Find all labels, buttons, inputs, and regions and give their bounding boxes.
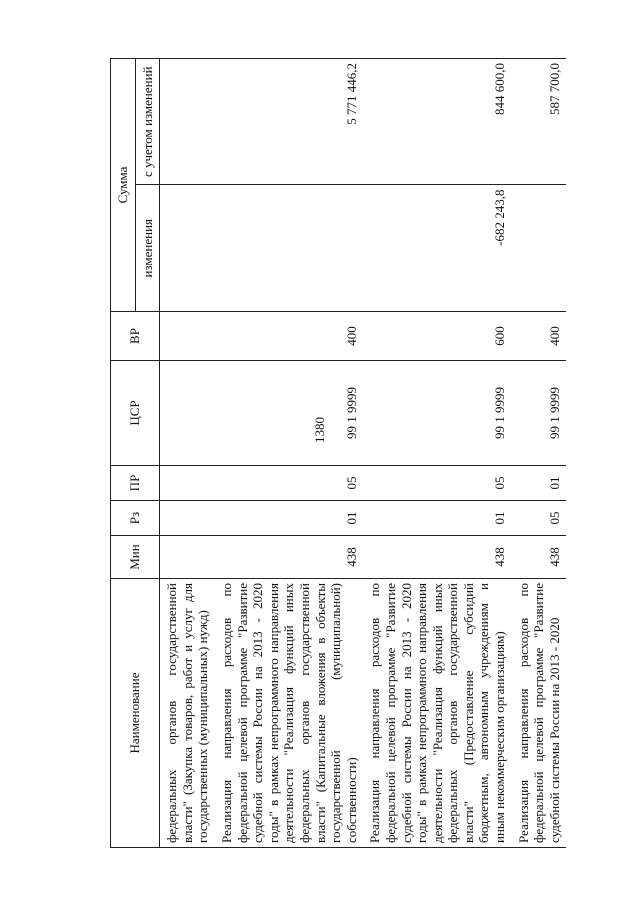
row-izm (160, 185, 215, 312)
header-csr: ЦСР (111, 360, 160, 465)
row-uch: 587 700,0 (512, 58, 567, 185)
row-pr: 01 (512, 465, 567, 500)
row-rz: 01 (215, 500, 363, 535)
row-vr: 600 (363, 311, 511, 360)
row-izm: -682 243,8 (363, 185, 511, 312)
table-row (512, 58, 567, 847)
document-page (110, 58, 580, 848)
header-vr: ВР (111, 311, 160, 360)
row-uch: 844 600,0 (363, 58, 511, 185)
row-min: 438 (512, 535, 567, 578)
row-min: 438 (363, 535, 511, 578)
row-csr: 99 1 9999 (363, 360, 511, 465)
header-min: Мин (111, 535, 160, 578)
row-vr: 400 (215, 311, 363, 360)
row-pr: 05 (363, 465, 511, 500)
budget-table (110, 58, 566, 848)
row-rz (160, 500, 215, 535)
row-min (160, 535, 215, 578)
row-uch: 5 771 446,2 (215, 58, 363, 185)
row-csr: 99 1 9999 (512, 360, 567, 465)
row-vr (160, 311, 215, 360)
row-vr: 400 (512, 311, 567, 360)
row-name: Реализация направления расходов по федеральной целевой программе "Развитие судебной системы России на 2013 - 2020 годы" в рамках непрограммного направления деятельности "Реализация функций иных федеральных органов государственной власти" (Капитальные вложения в объекты государственной (муниципальной) собственности) (215, 578, 363, 847)
header-izm: изменения (135, 185, 160, 312)
header-pr: ПР (111, 465, 160, 500)
row-pr (160, 465, 215, 500)
header-sum: Сумма (111, 58, 136, 311)
page-number: 1380 (312, 417, 327, 443)
row-uch (160, 58, 215, 185)
row-izm (512, 185, 567, 312)
table-row (160, 58, 215, 847)
row-rz: 05 (512, 500, 567, 535)
table-row (363, 58, 511, 847)
row-name: Реализация направления расходов по федеральной целевой программе "Развитие судебной системы России на 2013 - 2020 годы" в рамках непрограммного направления деятельности "Реализация функций иных федеральных органов государственной власти" (Предоставление субсидий бюджетным, автономным учреждениям и иным некоммерческим организациям) (363, 578, 511, 847)
header-rz: Рз (111, 500, 160, 535)
row-name: федеральных органов государственной власти" (Закупка товаров, работ и услуг для государственных (муниципальных) нужд) (160, 578, 215, 847)
table-row (215, 58, 363, 847)
row-csr (160, 360, 215, 465)
row-name: Реализация направления расходов по федеральной целевой программе "Развитие судебной системы России на 2013 - 2020 (512, 578, 567, 847)
row-rz: 01 (363, 500, 511, 535)
row-pr: 05 (215, 465, 363, 500)
row-min: 438 (215, 535, 363, 578)
header-uch: с учетом изменений (135, 58, 160, 185)
row-csr: 99 1 9999 (215, 360, 363, 465)
row-izm (215, 185, 363, 312)
header-name: Наименование (111, 578, 160, 847)
